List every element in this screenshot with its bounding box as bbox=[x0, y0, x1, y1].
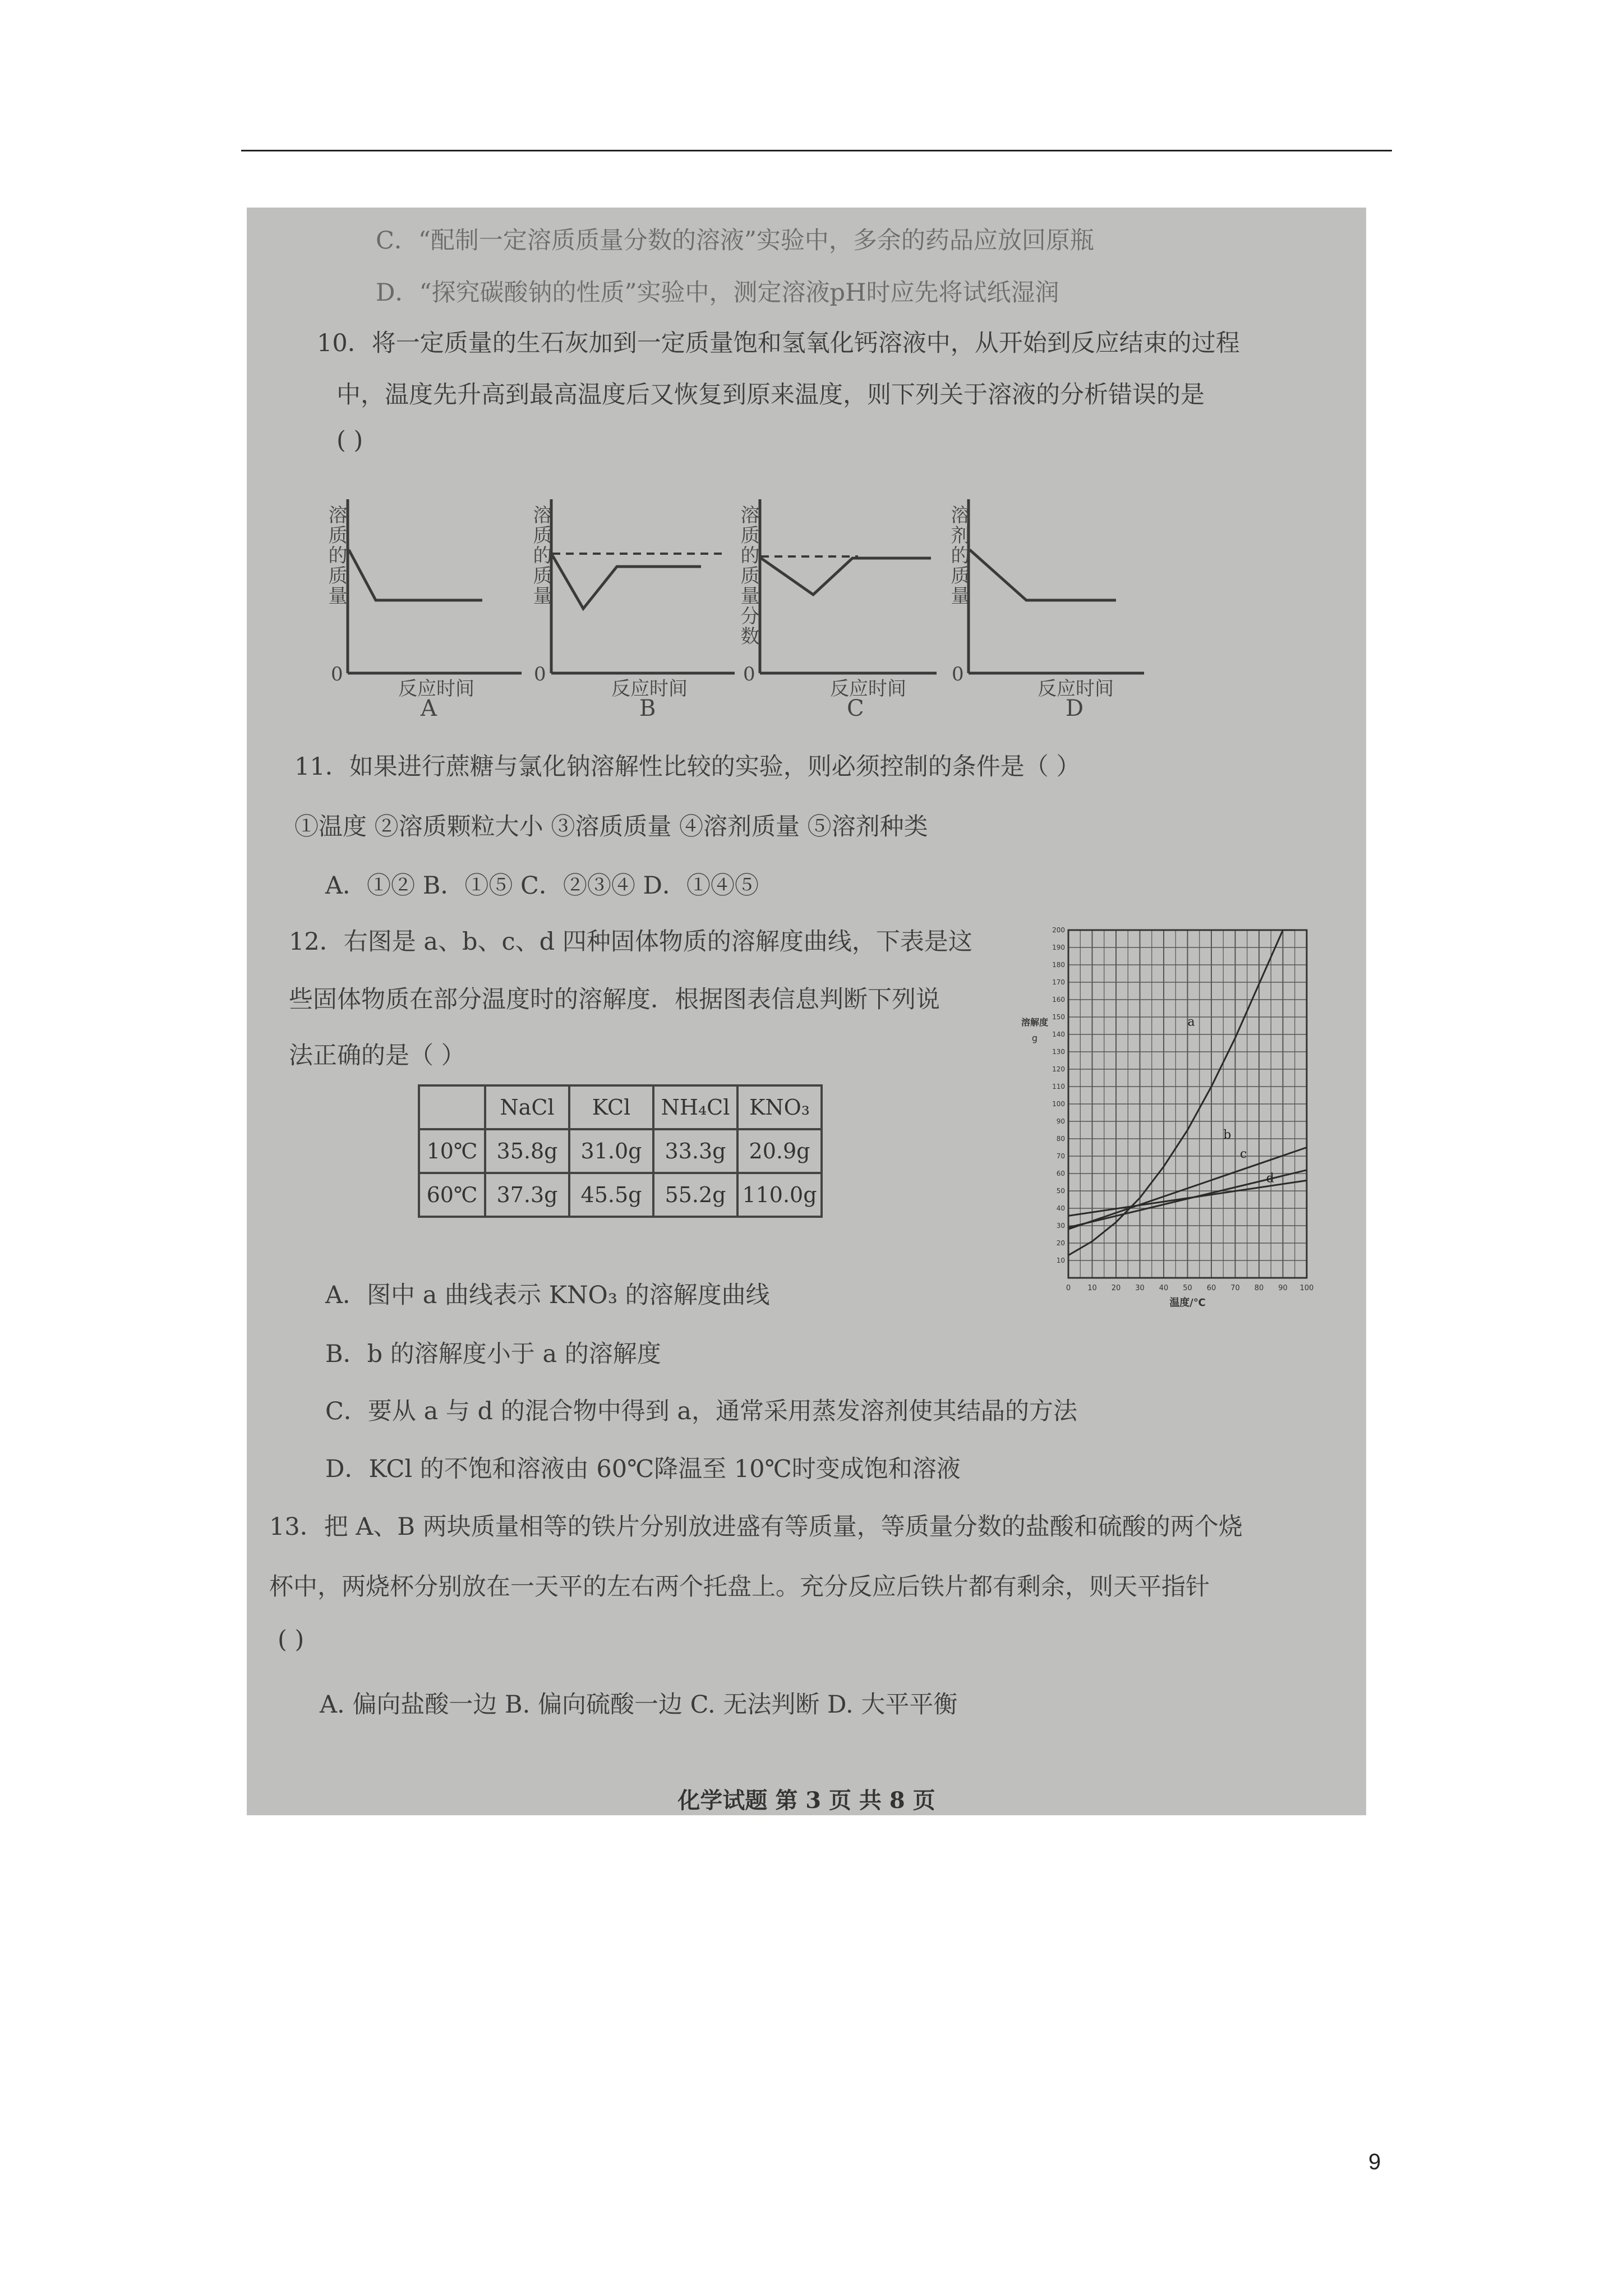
table-header-cell: NH₄Cl bbox=[653, 1085, 737, 1129]
x-tick-label: 20 bbox=[1111, 1284, 1121, 1292]
table-cell: 10℃ bbox=[419, 1129, 485, 1173]
graph-d-xlabel: 反应时间 bbox=[1038, 678, 1114, 700]
q10-paren: ( ) bbox=[336, 426, 363, 454]
table-cell: 37.3g bbox=[485, 1173, 569, 1217]
curve-label-a: a bbox=[1187, 1015, 1195, 1029]
x-tick-label: 30 bbox=[1135, 1284, 1145, 1292]
graph-b-ylabel: 溶质的质量 bbox=[529, 505, 552, 606]
q12-option-b: B．b 的溶解度小于 a 的溶解度 bbox=[325, 1340, 661, 1368]
x-tick-label: 100 bbox=[1299, 1284, 1314, 1292]
y-tick-label: 60 bbox=[1056, 1170, 1065, 1177]
table-header-cell: NaCl bbox=[485, 1085, 569, 1129]
scanned-exam-photo bbox=[247, 208, 1366, 1815]
y-tick-label: 40 bbox=[1056, 1204, 1065, 1212]
table-header-cell: KNO₃ bbox=[737, 1085, 822, 1129]
page-number: 9 bbox=[1368, 2150, 1381, 2174]
graph-d bbox=[969, 499, 1144, 673]
graph-b bbox=[551, 499, 735, 673]
y-tick-label: 30 bbox=[1056, 1222, 1065, 1230]
y-tick-label: 170 bbox=[1052, 978, 1065, 986]
y-axis-unit: g bbox=[1031, 1033, 1038, 1043]
table-cell: 31.0g bbox=[569, 1129, 653, 1173]
q12-line1: 12．右图是 a、b、c、d 四种固体物质的溶解度曲线，下表是这 bbox=[289, 928, 972, 956]
y-tick-label: 20 bbox=[1056, 1239, 1065, 1247]
q12-line3: 法正确的是（ ） bbox=[289, 1042, 465, 1070]
table-row bbox=[419, 1173, 822, 1217]
q9-option-d: D．“探究碳酸钠的性质”实验中，测定溶液pH时应先将试纸湿润 bbox=[376, 279, 1059, 307]
q12-option-c: C．要从 a 与 d 的混合物中得到 a，通常采用蒸发溶剂使其结晶的方法 bbox=[325, 1397, 1078, 1425]
y-tick-label: 190 bbox=[1052, 944, 1065, 951]
graph-c-ylabel: 溶质的质量分数 bbox=[737, 505, 759, 646]
y-tick-label: 160 bbox=[1052, 996, 1065, 1004]
q10-line2: 中，温度先升高到最高温度后又恢复到原来温度，则下列关于溶液的分析错误的是 bbox=[336, 381, 1205, 409]
q10-line1: 10．将一定质量的生石灰加到一定质量饱和氢氧化钙溶液中，从开始到反应结束的过程 bbox=[317, 329, 1240, 357]
q13-options: A. 偏向盐酸一边 B. 偏向硫酸一边 C. 无法判断 D. 大平平衡 bbox=[320, 1691, 958, 1719]
q13-line1: 13．把 A、B 两块质量相等的铁片分别放进盛有等质量，等质量分数的盐酸和硫酸的两个烧 bbox=[269, 1513, 1243, 1541]
table-cell: 33.3g bbox=[653, 1129, 737, 1173]
q12-option-d: D．KCl 的不饱和溶液由 60℃降温至 10℃时变成饱和溶液 bbox=[325, 1455, 961, 1483]
graph-b-xlabel: 反应时间 bbox=[611, 678, 688, 700]
table-cell: 20.9g bbox=[737, 1129, 822, 1173]
graph-a bbox=[348, 499, 522, 673]
y-tick-label: 180 bbox=[1052, 961, 1065, 969]
x-tick-label: 40 bbox=[1159, 1284, 1169, 1292]
x-tick-label: 70 bbox=[1230, 1284, 1240, 1292]
x-tick-label: 90 bbox=[1278, 1284, 1288, 1292]
graph-c-label: C bbox=[847, 696, 864, 721]
x-tick-label: 0 bbox=[1066, 1284, 1071, 1292]
graph-a-label: A bbox=[421, 696, 437, 721]
graph-b-origin: 0 bbox=[534, 663, 546, 685]
y-tick-label: 120 bbox=[1052, 1065, 1065, 1073]
table-row bbox=[419, 1129, 822, 1173]
solubility-chart bbox=[1009, 920, 1346, 1324]
q11-stem: 11．如果进行蔗糖与氯化钠溶解性比较的实验，则必须控制的条件是（ ） bbox=[294, 753, 1081, 781]
y-tick-label: 80 bbox=[1056, 1135, 1065, 1143]
y-tick-label: 140 bbox=[1052, 1030, 1065, 1038]
y-tick-label: 50 bbox=[1056, 1187, 1065, 1195]
y-tick-label: 10 bbox=[1056, 1257, 1065, 1264]
table-header-row bbox=[419, 1085, 822, 1129]
y-tick-label: 110 bbox=[1052, 1083, 1065, 1091]
table-cell: 55.2g bbox=[653, 1173, 737, 1217]
q11-options: A．①② B．①⑤ C．②③④ D．①④⑤ bbox=[325, 872, 759, 900]
x-tick-label: 60 bbox=[1206, 1284, 1216, 1292]
y-tick-label: 90 bbox=[1056, 1117, 1065, 1125]
graph-c-origin: 0 bbox=[743, 663, 755, 685]
y-tick-label: 200 bbox=[1052, 926, 1065, 934]
table-cell: 60℃ bbox=[419, 1173, 485, 1217]
y-tick-label: 150 bbox=[1052, 1013, 1065, 1021]
curve-label-b: b bbox=[1223, 1128, 1232, 1142]
series-line-a bbox=[1068, 930, 1295, 1255]
graph-a-xlabel: 反应时间 bbox=[398, 678, 474, 700]
graph-d-ylabel: 溶剂的质量 bbox=[947, 505, 970, 606]
curve-label-c: c bbox=[1240, 1147, 1247, 1162]
y-tick-label: 100 bbox=[1052, 1100, 1065, 1108]
x-tick-label: 10 bbox=[1087, 1284, 1097, 1292]
graph-c-xlabel: 反应时间 bbox=[830, 678, 906, 700]
table-header-cell: KCl bbox=[569, 1085, 653, 1129]
y-axis-label: 溶解度 bbox=[1021, 1017, 1049, 1028]
header-rule bbox=[241, 150, 1392, 151]
table-header-cell bbox=[419, 1085, 485, 1129]
q13-line2: 杯中，两烧杯分别放在一天平的左右两个托盘上。充分反应后铁片都有剩余，则天平指针 bbox=[269, 1573, 1210, 1601]
graph-a-origin: 0 bbox=[331, 663, 343, 685]
q9-option-c: C．“配制一定溶质质量分数的溶液”实验中，多余的药品应放回原瓶 bbox=[376, 227, 1094, 255]
y-tick-label: 130 bbox=[1052, 1048, 1065, 1056]
q11-conditions: ①温度 ②溶质颗粒大小 ③溶质质量 ④溶剂质量 ⑤溶剂种类 bbox=[294, 813, 928, 841]
graph-d-origin: 0 bbox=[952, 663, 964, 685]
table-cell: 45.5g bbox=[569, 1173, 653, 1217]
table-cell: 35.8g bbox=[485, 1129, 569, 1173]
graph-d-label: D bbox=[1066, 696, 1084, 721]
q12-line2: 些固体物质在部分温度时的溶解度．根据图表信息判断下列说 bbox=[289, 986, 940, 1014]
graph-b-label: B bbox=[639, 696, 656, 721]
graph-c bbox=[760, 499, 937, 673]
q12-option-a: A．图中 a 曲线表示 KNO₃ 的溶解度曲线 bbox=[325, 1281, 770, 1309]
exam-footer: 化学试题 第 3 页 共 8 页 bbox=[677, 1787, 935, 1814]
x-axis-label: 温度/℃ bbox=[1169, 1297, 1206, 1309]
curve-label-d: d bbox=[1266, 1171, 1274, 1186]
x-tick-label: 80 bbox=[1254, 1284, 1264, 1292]
x-tick-label: 50 bbox=[1183, 1284, 1192, 1292]
table-cell: 110.0g bbox=[737, 1173, 822, 1217]
y-tick-label: 70 bbox=[1056, 1152, 1065, 1160]
q13-paren: ( ) bbox=[278, 1626, 305, 1654]
solubility-table bbox=[418, 1084, 823, 1218]
graph-a-ylabel: 溶质的质量 bbox=[325, 505, 347, 606]
